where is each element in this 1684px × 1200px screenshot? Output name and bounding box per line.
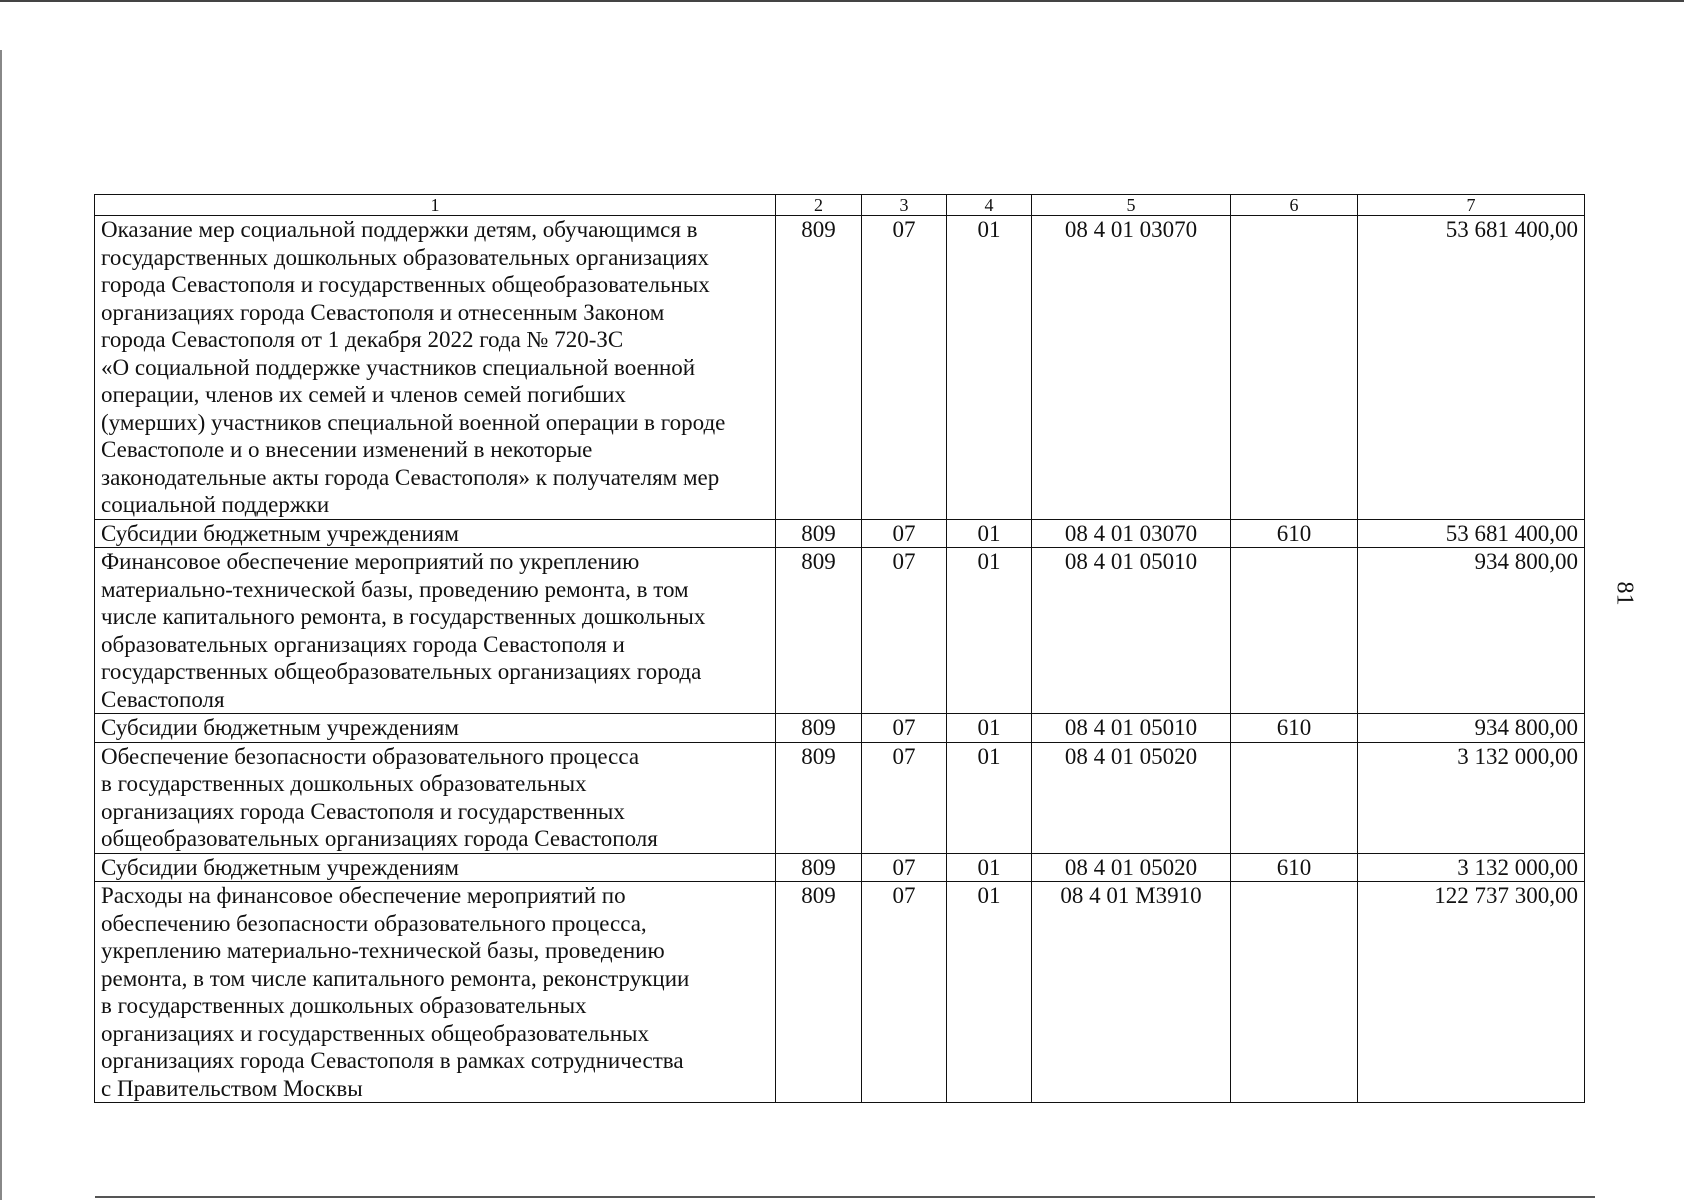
grbs-code-cell: 809 bbox=[776, 882, 862, 1103]
expense-type-cell: 610 bbox=[1231, 714, 1358, 743]
column-header: 6 bbox=[1231, 195, 1358, 216]
column-header: 2 bbox=[776, 195, 862, 216]
expense-name-cell: Субсидии бюджетным учреждениям bbox=[95, 853, 776, 882]
section-code-cell: 07 bbox=[862, 216, 947, 520]
expense-type-cell bbox=[1231, 742, 1358, 853]
grbs-code-cell: 809 bbox=[776, 714, 862, 743]
target-article-cell: 08 4 01 03070 bbox=[1032, 216, 1231, 520]
section-code-cell: 07 bbox=[862, 882, 947, 1103]
table-row bbox=[95, 548, 1585, 714]
expense-type-cell bbox=[1231, 216, 1358, 520]
expense-type-cell bbox=[1231, 548, 1358, 714]
table-row bbox=[95, 853, 1585, 882]
target-article-cell: 08 4 01 05010 bbox=[1032, 714, 1231, 743]
section-code-cell: 07 bbox=[862, 742, 947, 853]
table-row bbox=[95, 742, 1585, 853]
amount-cell: 934 800,00 bbox=[1358, 548, 1585, 714]
expense-name-cell: Оказание мер социальной поддержки детям, обучающимся в государственных дошкольных образовательных организациях города Севастополя и государственных общеобразовательных организациях города Севастополя и отнесенным Законом города Севастополя от 1 декабря 2022 года № 720-ЗС «О социальной поддержке участников специальной военной операции, членов их семей и членов семей погибших (умерших) участников специальной военной операции в городе Севастополе и о внесении изменений в некоторые законодательные акты города Севастополя» к получателям мер социальной поддержки bbox=[95, 216, 776, 520]
column-header: 1 bbox=[95, 195, 776, 216]
section-code-cell: 07 bbox=[862, 714, 947, 743]
table-row bbox=[95, 882, 1585, 1103]
expense-name-cell: Субсидии бюджетным учреждениям bbox=[95, 714, 776, 743]
subsection-code-cell: 01 bbox=[947, 882, 1032, 1103]
subsection-code-cell: 01 bbox=[947, 548, 1032, 714]
expense-type-cell bbox=[1231, 882, 1358, 1103]
table-row bbox=[95, 714, 1585, 743]
expense-name-cell: Субсидии бюджетным учреждениям bbox=[95, 519, 776, 548]
expense-type-cell: 610 bbox=[1231, 519, 1358, 548]
grbs-code-cell: 809 bbox=[776, 742, 862, 853]
expense-name-cell: Финансовое обеспечение мероприятий по укреплению материально-технической базы, проведению ремонта, в том числе капитального ремонта, в государственных дошкольных образовательных организациях города Севастополя и государственных общеобразовательных организациях города Севастополя bbox=[95, 548, 776, 714]
scan-bottom-rule bbox=[95, 1196, 1595, 1198]
subsection-code-cell: 01 bbox=[947, 853, 1032, 882]
amount-cell: 53 681 400,00 bbox=[1358, 519, 1585, 548]
scan-top-edge bbox=[0, 0, 1684, 2]
grbs-code-cell: 809 bbox=[776, 216, 862, 520]
budget-table bbox=[94, 194, 1585, 1103]
section-code-cell: 07 bbox=[862, 853, 947, 882]
grbs-code-cell: 809 bbox=[776, 853, 862, 882]
amount-cell: 3 132 000,00 bbox=[1358, 853, 1585, 882]
column-header: 4 bbox=[947, 195, 1032, 216]
amount-cell: 3 132 000,00 bbox=[1358, 742, 1585, 853]
expense-name-cell: Обеспечение безопасности образовательного процесса в государственных дошкольных образовательных организациях города Севастополя и государственных общеобразовательных организациях города Севастополя bbox=[95, 742, 776, 853]
amount-cell: 934 800,00 bbox=[1358, 714, 1585, 743]
grbs-code-cell: 809 bbox=[776, 519, 862, 548]
subsection-code-cell: 01 bbox=[947, 519, 1032, 548]
section-code-cell: 07 bbox=[862, 519, 947, 548]
scan-left-edge bbox=[0, 50, 2, 1200]
target-article-cell: 08 4 01 05020 bbox=[1032, 742, 1231, 853]
target-article-cell: 08 4 01 М3910 bbox=[1032, 882, 1231, 1103]
expense-name-cell: Расходы на финансовое обеспечение мероприятий по обеспечению безопасности образовательного процесса, укреплению материально-технической базы, проведению ремонта, в том числе капитального ремонта, реконструкции в государственных дошкольных образовательных организациях и государственных общеобразовательных организациях города Севастополя в рамках сотрудничества с Правительством Москвы bbox=[95, 882, 776, 1103]
subsection-code-cell: 01 bbox=[947, 714, 1032, 743]
page-number: 81 bbox=[1611, 581, 1638, 606]
table-row bbox=[95, 216, 1585, 520]
section-code-cell: 07 bbox=[862, 548, 947, 714]
target-article-cell: 08 4 01 05010 bbox=[1032, 548, 1231, 714]
subsection-code-cell: 01 bbox=[947, 216, 1032, 520]
grbs-code-cell: 809 bbox=[776, 548, 862, 714]
target-article-cell: 08 4 01 03070 bbox=[1032, 519, 1231, 548]
amount-cell: 53 681 400,00 bbox=[1358, 216, 1585, 520]
column-header: 7 bbox=[1358, 195, 1585, 216]
column-header: 5 bbox=[1032, 195, 1231, 216]
target-article-cell: 08 4 01 05020 bbox=[1032, 853, 1231, 882]
amount-cell: 122 737 300,00 bbox=[1358, 882, 1585, 1103]
subsection-code-cell: 01 bbox=[947, 742, 1032, 853]
expense-type-cell: 610 bbox=[1231, 853, 1358, 882]
column-number-row bbox=[95, 195, 1585, 216]
table-row bbox=[95, 519, 1585, 548]
column-header: 3 bbox=[862, 195, 947, 216]
